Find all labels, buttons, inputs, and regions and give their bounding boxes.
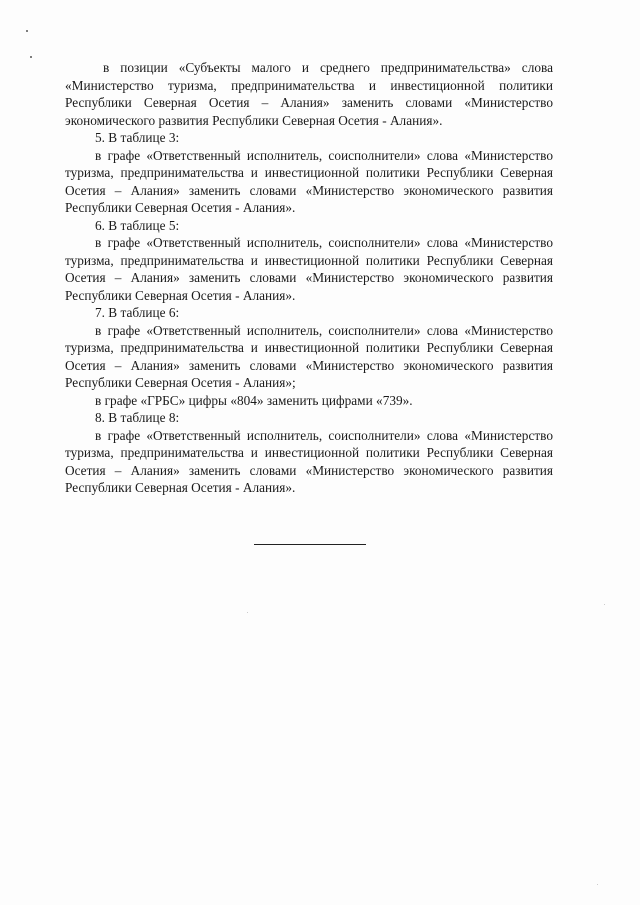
document-body [65, 59, 553, 497]
section-heading: 5. В таблице 3: [95, 130, 180, 145]
paragraph: в графе «ГРБС» цифры «804» заменить цифрами «739». [95, 392, 413, 408]
section-heading: 6. В таблице 5: [95, 217, 180, 233]
end-divider-line [254, 544, 366, 545]
section-heading: 8. В таблице 8: [95, 410, 180, 425]
paragraph: в графе «Ответственный исполнитель, соисполнители» слова «Министерство туризма, предпринимательства и инвестиционной политики Республики Северная Осетия – Алания» заменить словами «Министерство экономического развития Республики Северная Осетия - Алания». [65, 427, 553, 495]
scan-speck [26, 30, 28, 32]
scan-speck [597, 884, 598, 885]
paragraph: в графе «Ответственный исполнитель, соисполнители» слова «Министерство туризма, предпринимательства и инвестиционной политики Республики Северная Осетия – Алания» заменить словами «Министерство экономического развития Республики Северная Осетия - Алания». [65, 147, 553, 215]
paragraph: в графе «Ответственный исполнитель, соисполнители» слова «Министерство туризма, предпринимательства и инвестиционной политики Республики Северная Осетия – Алания» заменить словами «Министерство экономического развития Республики Северная Осетия - Алания». [65, 235, 553, 303]
paragraph: в графе «Ответственный исполнитель, соисполнители» слова «Министерство туризма, предпринимательства и инвестиционной политики Республики Северная Осетия – Алания» заменить словами «Министерство экономического развития Республики Северная Осетия - Алания»; [65, 322, 553, 390]
section-heading: 7. В таблице 6: [95, 305, 180, 320]
scan-speck [30, 56, 32, 58]
scan-speck [247, 612, 248, 613]
paragraph: в позиции «Субъекты малого и среднего предпринимательства» слова «Министерство туризма, предпринимательства и инвестиционной политики Республики Северная Осетия – Алания» заменить словами «Министерство экономического развития Республики Северная Осетия - Алания». [65, 60, 553, 128]
scan-speck [604, 604, 605, 605]
